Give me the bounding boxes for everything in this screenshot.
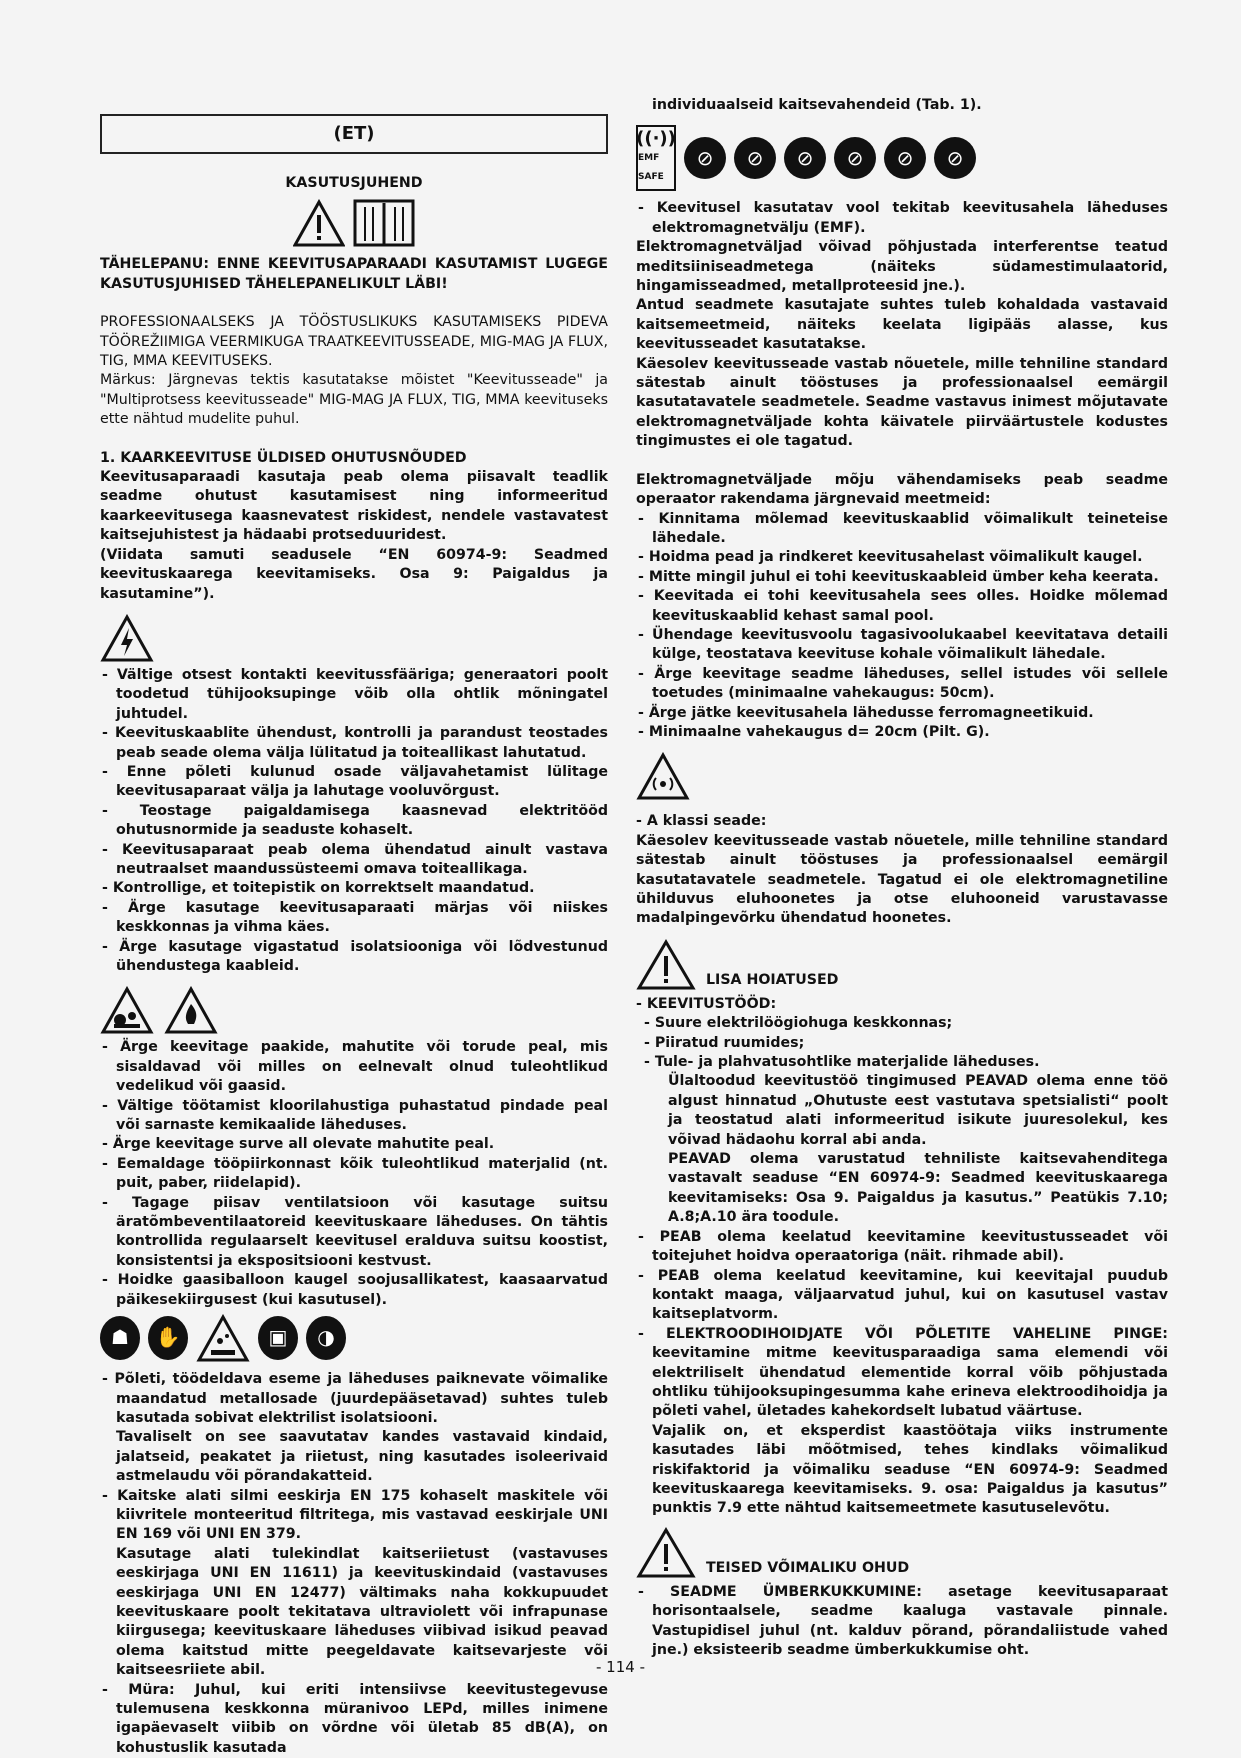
extra-warnings-title: LISA HOIATUSED xyxy=(706,972,839,989)
list-item: - Põleti, töödeldava eseme ja läheduses paiknevate võimalike maandatud metallosade (juurdepääsetavad) suhtes tuleb kasutada sobivat elektrilist isolatsiooni. xyxy=(102,1371,608,1426)
list-item: - Müra: Juhul, kui eriti intensiivse keevitustegevuse tulemusena keskkonna müranivoo LEPd, milles inimene igapäevaselt viibib on võrdne või ületab 85 dB(A), on kohustuslik kasutada xyxy=(102,1681,608,1756)
list-item: - Vältige töötamist kloorilahustiga puhastatud pindade peal või sarnaste kemikaalide läheduses. xyxy=(102,1097,608,1134)
class-a-paragraph: Käesolev keevitusseade vastab nõuetele, mille tehniline standard sätestab ainult tööstuses ja professionaalsel eemärgil kasutatavatele seadmetele. Tagatud ei ole elektromagnetiline ühilduvus eluhoonetes ja otse eluhooneid varustavasse madalpingevõrku ühendatud hoonetes. xyxy=(636,832,1168,927)
paragraph: PEAVAD olema varustatud tehniliste kaitsevahenditega vastavalt seaduse “EN 60974-9: Seadmed keevituskaarega keevitamiseks: Osa 9. Paigaldus ja kasutus.” Peatükis 7.10; A.8;A.10 ära toodule. xyxy=(668,1151,1168,1226)
list-item: - Kinnitama mõlemad keevituskaablid võimalikult teineteise lähedale. xyxy=(638,510,1168,546)
manual-title: KASUTUSJUHEND xyxy=(285,175,423,191)
other-hazards-heading xyxy=(636,1527,1168,1579)
class-a-title: - A klassi seade: xyxy=(636,813,767,830)
ppe-icons-row xyxy=(100,1314,608,1362)
no-implant-icon: ⊘ xyxy=(734,137,776,179)
page-number: - 114 - xyxy=(596,1658,645,1676)
list-item: - Tule- ja plahvatusohtlike materjalide läheduses. xyxy=(644,1054,1040,1071)
explosion-hazard-icon xyxy=(100,986,154,1034)
list-item: - Keevitusaparaat peab olema ühendatud ainult vastava neutraalset maandussüsteemi omava toiteallikaga. xyxy=(102,841,608,877)
warning-triangle-icon xyxy=(636,1527,696,1579)
list-item: - Vältige otsest kontakti keevitussfääriga; generaatori poolt toodetud tühijooksupinge võib olla ohtlik mõningatel juhtudel. xyxy=(102,666,608,722)
extra-warnings-heading xyxy=(636,939,1168,991)
no-watch-icon: ⊘ xyxy=(834,137,876,179)
no-electronics-icon: ⊘ xyxy=(934,137,976,179)
intro-paragraph: PROFESSIONAALSEKS JA TÖÖSTUSLIKUKS KASUTAMISEKS PIDEVA TÖÖREŽIIMIGA VEERMIKUGA TRAATKEEVITUSSEADE, MIG-MAG JA FLUX, TIG, MMA KEEVITUSEKS. xyxy=(100,314,608,370)
list-item: - Minimaalne vahekaugus d= 20cm (Pilt. G). xyxy=(638,723,990,740)
list-item: - Ärge kasutage keevitusaparaati märjas või niiskes keskkonnas ja vihma käes. xyxy=(102,899,608,936)
no-magnetic-card-icon: ⊘ xyxy=(884,137,926,179)
protective-clothing-icon: ☗ xyxy=(100,1316,140,1360)
paragraph: Kasutage alati tulekindlat kaitseriietust (vastavuses eeskirjaga UNI EN 11611) ja keevituskindaid (vastavuses eeskirjaga UNI EN 12477) vältimaks naha kokkupuudet keevituskaare poolt tekitatava ultraviolett või infrapunase kiirgusega; keevituskaare läheduses viibivad isikud peavad olema kaitstud mitte peegeldavate kaitsevarjeste või kaitseesriiete abil. xyxy=(116,1545,608,1679)
left-column xyxy=(100,108,608,1758)
emf-safe-icon: ((·)) EMF SAFE xyxy=(636,125,676,191)
list-item: - Hoidke gaasiballoon kaugel soojusallikatest, kaasaarvatud päikesekiirgusest (kui kasutusel). xyxy=(102,1272,608,1308)
continued-text: individuaalseid kaitsevahendeid (Tab. 1). xyxy=(652,97,982,113)
list-item: - Piiratud ruumides; xyxy=(644,1034,805,1051)
list-item: - Ühendage keevitusvoolu tagasivoolukaabel keevitatava detaili külge, teostatava keevituse kohale võimalikult lähedale. xyxy=(638,626,1168,663)
language-box: (ET) xyxy=(100,114,608,154)
nonionizing-radiation-icon xyxy=(636,752,690,800)
list-item: - Teostage paigaldamisega kaasnevad elektritööd ohutusnormide ja seaduste kohaselt. xyxy=(102,802,608,839)
list-item: - Ärge kasutage vigastatud isolatsiooniga või lõdvestunud ühendustega kaableid. xyxy=(102,938,608,974)
list-item: - Keevitusel kasutatav vool tekitab keevitusahela läheduses elektromagnetvälju (EMF). xyxy=(638,200,1168,236)
attention-text: TÄHELEPANU: ENNE KEEVITUSAPARAADI KASUTAMIST LUGEGE KASUTUSJUHISED TÄHELEPANELIKULT LÄBI! xyxy=(100,256,608,292)
section-1-reference: (Viidata samuti seadusele “EN 60974-9: Seadmed keevituskaarega keevitamiseks. Osa 9: Paigaldus ja kasutamine”). xyxy=(100,546,608,602)
ear-protection-icon: ◑ xyxy=(306,1316,346,1360)
emf-safe-label: EMF SAFE xyxy=(638,152,664,182)
intro-note: Märkus: Järgnevas tektis kasutatakse mõistet "Keevitusseade" ja "Multiprotsess keevitusseade" MIG-MAG JA FLUX, TIG, MMA keevituseks ette nähtud mudelite puhul. xyxy=(100,372,608,428)
list-item: - Kaitske alati silmi eeskirja EN 175 kohaselt maskitele või kiivritele monteeritud filtritega, mis vastavad eeskirjale UNI EN 169 või UNI EN 379. xyxy=(102,1487,608,1543)
title-icons xyxy=(100,199,608,247)
list-item: - KEEVITUSTÖÖD: xyxy=(636,995,777,1012)
list-item: - Mitte mingil juhul ei tohi keevituskaableid ümber keha keerata. xyxy=(638,568,1159,585)
welding-mask-icon: ▣ xyxy=(258,1316,298,1360)
section-1-title: 1. KAARKEEVITUSE ÜLDISED OHUTUSNÕUDED xyxy=(100,449,467,466)
paragraph: Tavaliselt on see saavutatav kandes vastavaid kindaid, jalatseid, peakatet ja riietust, ning kasutades isoleerivaid astmelaudu või põrandakatteid. xyxy=(116,1429,608,1485)
right-column xyxy=(636,96,1168,1660)
list-item: - Tagage piisav ventilatsioon või kasutage suitsu äratõmbeventilaatoreid keevituskaare läheduses. On tähtis kontrollida regulaarselt keevitusel eralduva suitsu koostist, konsistentsi ja ekspositsiooni kestvust. xyxy=(102,1194,608,1269)
paragraph: Vajalik on, et eksperdist kaastöötaja viiks instrumente kasutades läbi mõõtmised, tehes kindlaks võimalikud riskifaktorid ja võimaliku seaduse “EN 60974-9: Seadmed keevituskaarega keevitamiseks. 9. osa: Paigaldus ja kasutus” punktis 7.9 ette nähtud kaitsemeetmete kasutuselevõtu. xyxy=(652,1422,1168,1517)
paragraph: Elektromagnetväljade mõju vähendamiseks peab seadme operaator rakendama järgnevaid meetmeid: xyxy=(636,471,1168,508)
no-pacemaker-icon: ⊘ xyxy=(684,137,726,179)
paragraph: Antud seadmete kasutajate suhtes tuleb kohaldada vastavaid kaitsemeetmeid, näiteks keelata ligipääs alasse, kus keevitusseadet kasutatakse. xyxy=(636,297,1168,353)
warning-triangle-icon xyxy=(293,199,345,247)
list-item: - PEAB olema keelatud keevitamine keevitustusseadet või toitejuhet hoidva operaatoriga (näit. rihmade abil). xyxy=(638,1228,1168,1265)
list-item: - Eemaldage tööpiirkonnast kõik tuleohtlikud materjalid (nt. puit, paber, riidelapid). xyxy=(102,1155,608,1192)
electric-hazard-row xyxy=(100,614,608,662)
paragraph: Käesolev keevitusseade vastab nõuetele, mille tehniline standard sätestab ainult tööstuses ja professionaalsel eemärgil kasutatavatele seadmetele. Seadme vastavus inimest mõjutavate elektromagnetväljade kohta käivatele piirväärtustele kodustes tingimustes ei ole tagatud. xyxy=(636,355,1168,450)
list-item: - PEAB olema keelatud keevitamine, kui keevitajal puudub kontakt maaga, väljaarvatud juhul, kui on kasutusel vastav kaitseplatvorm. xyxy=(638,1267,1168,1323)
list-item: - Keevitada ei tohi keevitusahela sees olles. Hoidke mõlemad keevituskaablid kehast samal pool. xyxy=(638,588,1168,624)
manual-book-icon xyxy=(353,199,415,247)
list-item: - SEADME ÜMBERKUKKUMINE: asetage keevitusaparaat horisontaalsele, seadme kaaluga vastavale pinnale. Vastupidisel juhul (nt. kalduv põrand, põrandaliistude vahed jne.) eksisteerib seadme ümberkukkumise oht. xyxy=(638,1583,1168,1658)
list-item: - Ärge keevitage paakide, mahutite või torude peal, mis sisaldavad või milles on eelnevalt olnud tuleohtlikud vedelikud või gaasid. xyxy=(102,1039,608,1095)
gloves-icon: ✋ xyxy=(148,1316,188,1360)
no-metal-objects-icon: ⊘ xyxy=(784,137,826,179)
paragraph: Elektromagnetväljad võivad põhjustada interferentse teatud meditsiiniseadmetega (näiteks südamestimulaatorid, hingamisseadmed, metallproteesid jne.). xyxy=(636,239,1168,295)
section-1-paragraph: Keevitusaparaadi kasutaja peab olema piisavalt teadlik seadme ohutust kasutamisest ning informeeritud kaarkeevitusega kaasnevatest riskidest, nendele vastavatest kaitsejuhistest ja hädaabi protseduuridest. xyxy=(100,469,608,544)
emf-icons-row xyxy=(636,125,1168,191)
list-item: - Ärge keevitage seadme läheduses, sellel istudes või sellele toetudes (minimaalne vahekaugus: 50cm). xyxy=(638,665,1168,702)
list-item: - Enne põleti kulunud osade väljavahetamist lülitage keevitusaparaat välja ja lahutage vooluvõrgust. xyxy=(102,763,608,800)
fire-hazard-row xyxy=(100,986,608,1034)
list-item: - Kontrollige, et toitepistik on korrektselt maandatud. xyxy=(102,880,535,897)
list-item: - Ärge keevitage surve all olevate mahutite peal. xyxy=(102,1136,495,1153)
list-item: - Ärge jätke keevitusahela lähedusse ferromagneetikuid. xyxy=(638,704,1094,721)
warning-triangle-icon xyxy=(636,939,696,991)
fire-hazard-icon xyxy=(164,986,218,1034)
electric-hazard-icon xyxy=(100,614,154,662)
paragraph: Ülaltoodud keevitustöö tingimused PEAVAD olema enne töö algust hinnatud „Ohutuste eest vastutava spetsialisti“ poolt ja teostatud alati informeeritud isikute juuresolekul, kes võivad hädaohu korral abi anda. xyxy=(668,1073,1168,1148)
list-item: - Hoidma pead ja rindkeret keevitusahelast võimalikult kaugel. xyxy=(638,549,1143,566)
list-item: - ELEKTROODIHOIDJATE VÕI PÕLETITE VAHELINE PINGE: keevitamine mitme keevitusparaadiga sama elemendi või elektriliselt ühendatud elementide korral võib põhjustada ohtliku tühijooksupingesumma kahe erineva elektroodihoidja ja põleti vahel, ületades kahekordselt lubatud väärtuse. xyxy=(638,1325,1168,1420)
radiation-hazard-row xyxy=(636,752,1168,800)
list-item: - Suure elektrilöögiohuga keskkonnas; xyxy=(644,1015,953,1032)
list-item: - Keevituskaablite ühendust, kontrolli ja parandust teostades peab seade olema välja lülitatud ja toiteallikast lahutatud. xyxy=(102,725,608,761)
other-hazards-title: TEISED VÕIMALIKU OHUD xyxy=(706,1560,910,1577)
corrosive-hazard-icon xyxy=(196,1314,250,1362)
